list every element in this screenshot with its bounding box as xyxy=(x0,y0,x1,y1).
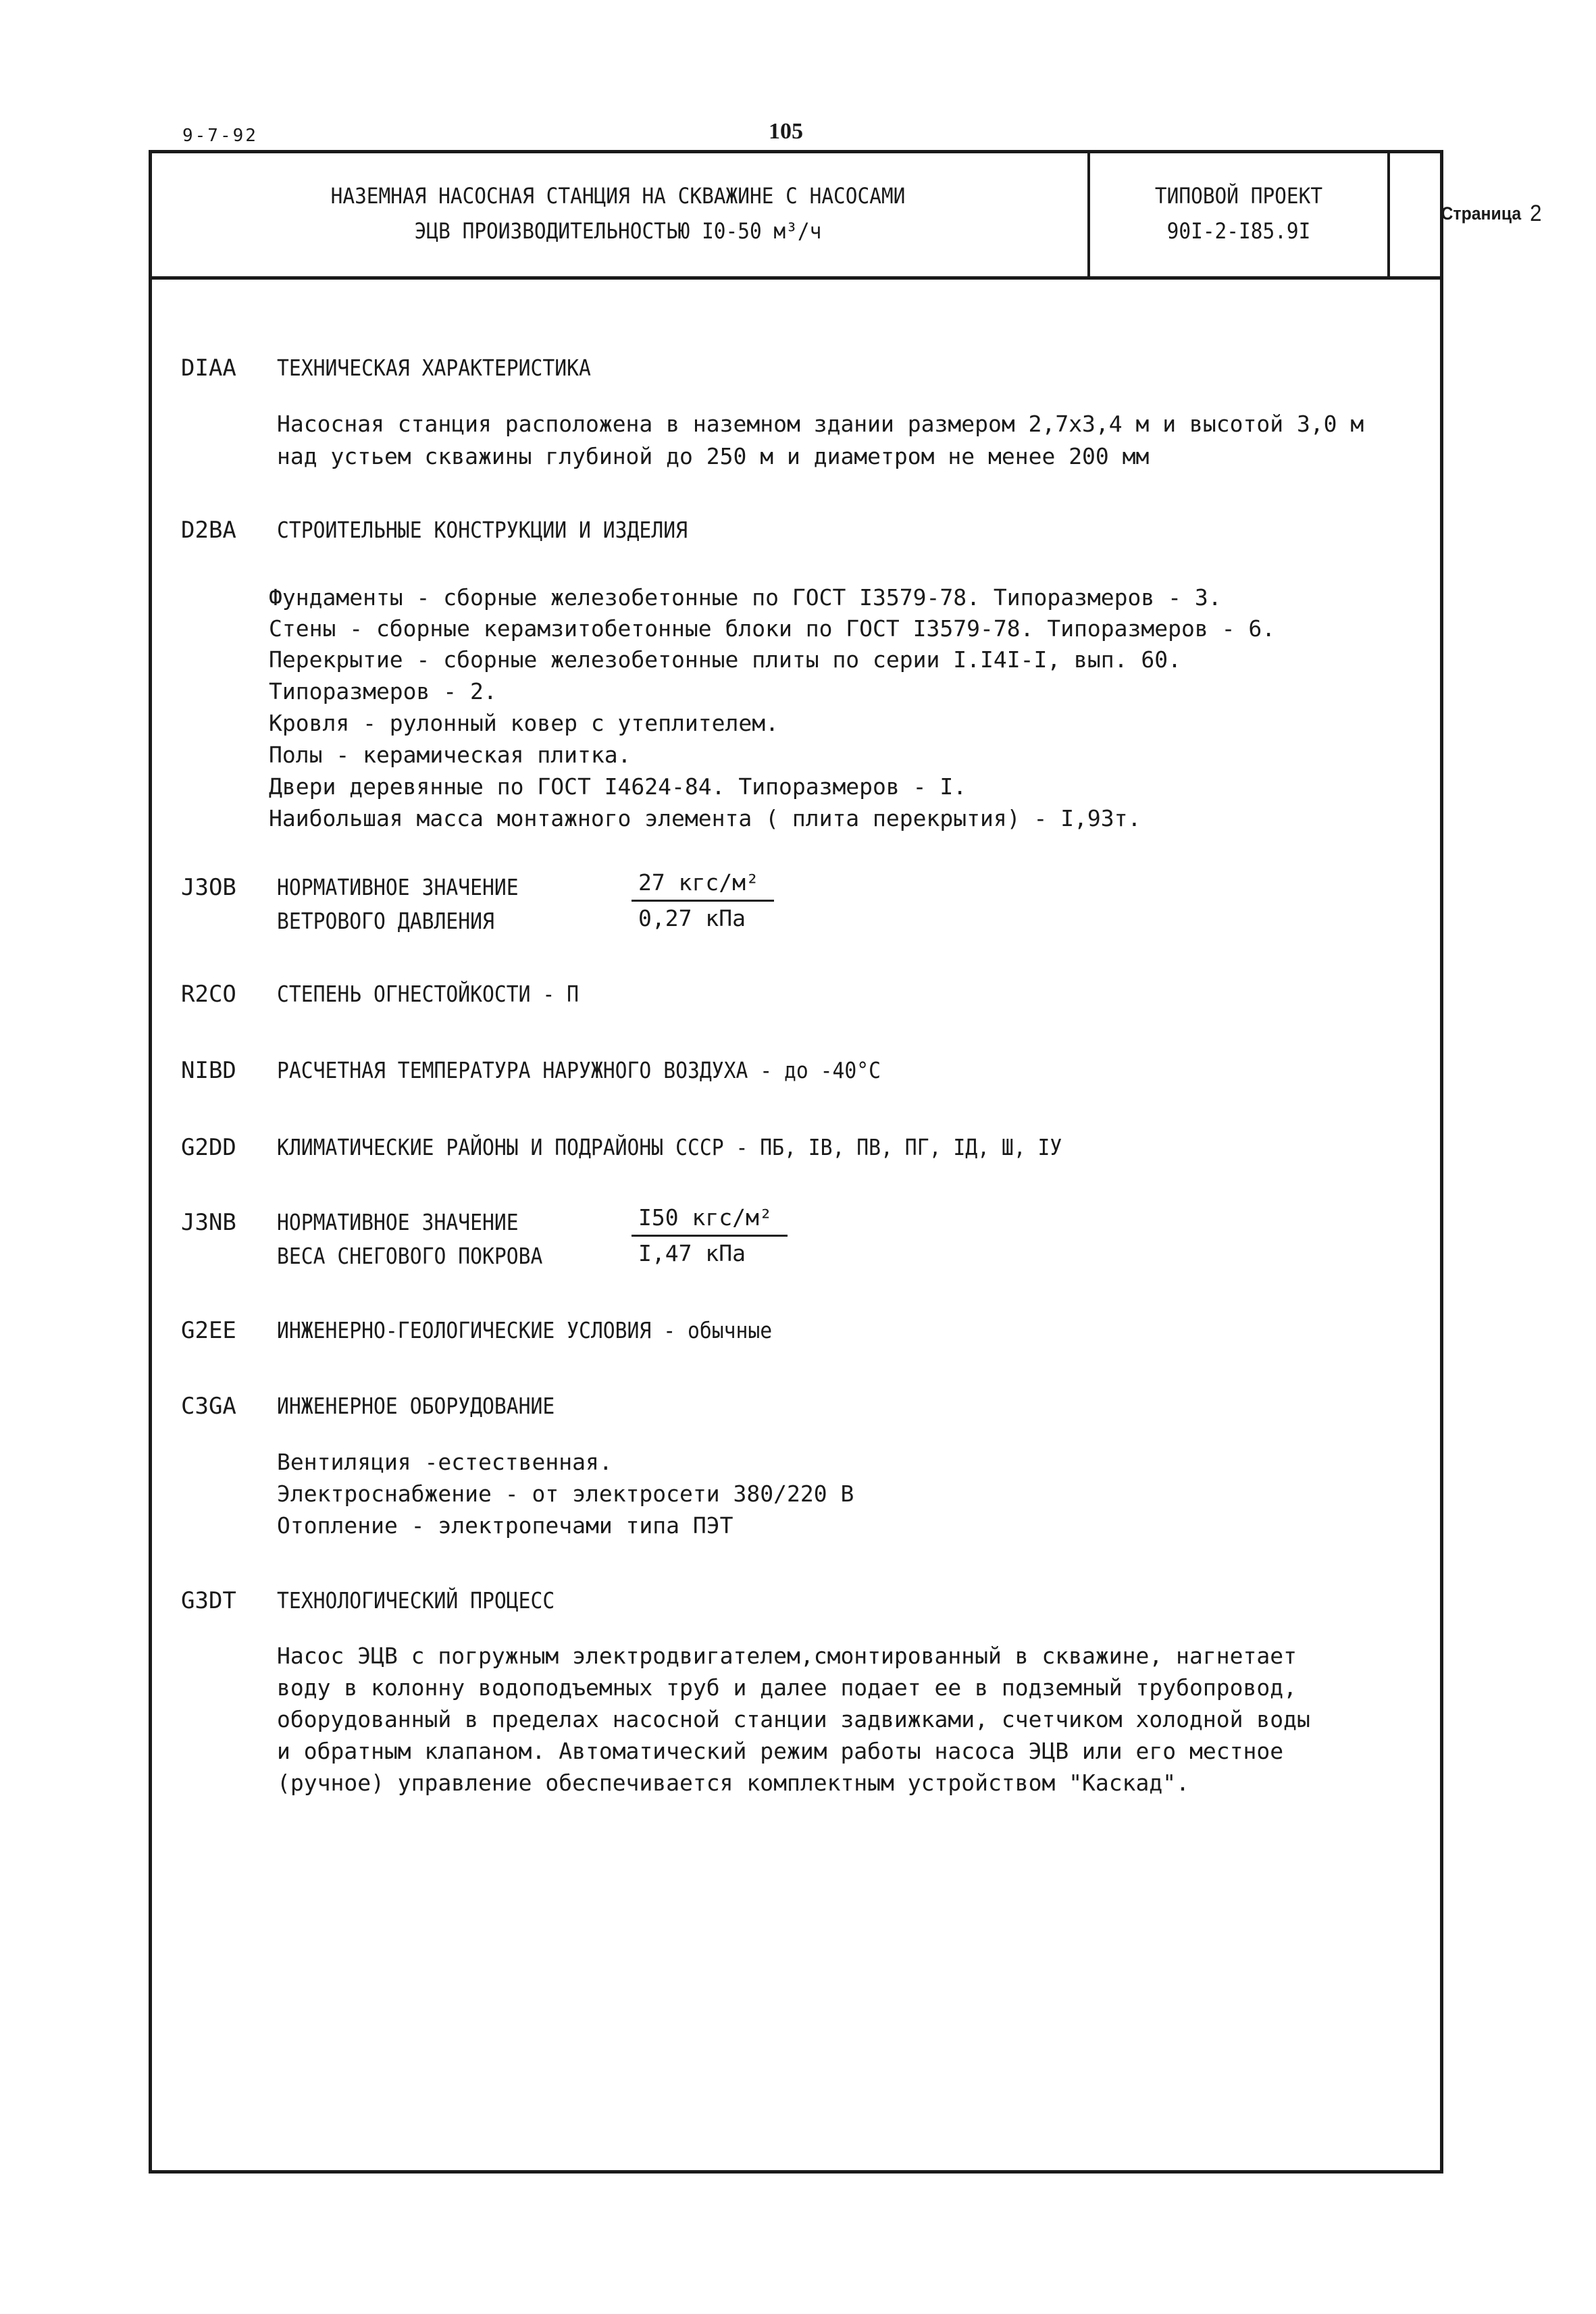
section-text: Насос ЭЦВ с погружным электродвигателем,смонтированный в скважине, нагнетает xyxy=(277,1643,1297,1669)
section-code: J3NB xyxy=(181,1209,236,1236)
section-heading: НОРМАТИВНОЕ ЗНАЧЕНИЕ xyxy=(277,1209,519,1235)
section-text: и обратным клапаном. Автоматический режим работы насоса ЭЦВ или его местное xyxy=(277,1738,1284,1764)
value-numerator: I50 кгс/м² xyxy=(632,1201,788,1237)
project-cell xyxy=(1102,150,1376,276)
section-heading: ВЕТРОВОГО ДАВЛЕНИЯ xyxy=(277,908,494,934)
section-heading: НОРМАТИВНОЕ ЗНАЧЕНИЕ xyxy=(277,874,519,900)
section-text: Перекрытие - сборные железобетонные плиты по серии I.I4I-I, вып. 60. xyxy=(269,646,1182,673)
sheet-number: 105 xyxy=(769,119,803,144)
section-text: оборудованный в пределах насосной станции задвижками, счетчиком холодной воды xyxy=(277,1706,1310,1732)
section-code: D2BA xyxy=(181,517,236,544)
snow-load-value xyxy=(632,1201,788,1270)
divider xyxy=(1387,150,1390,276)
section-heading: ТЕХНОЛОГИЧЕСКИЙ ПРОЦЕСС xyxy=(277,1587,555,1614)
section-code: R2CO xyxy=(181,981,236,1008)
title-cell xyxy=(186,150,1050,276)
project-line-1: ТИПОВОЙ ПРОЕКТ xyxy=(1154,182,1323,209)
section-heading: СТЕПЕНЬ ОГНЕСТОЙКОСТИ - П xyxy=(277,981,580,1007)
section-heading: РАСЧЕТНАЯ ТЕМПЕРАТУРА НАРУЖНОГО ВОЗДУХА - до -40°С xyxy=(277,1057,881,1083)
section-code: G2DD xyxy=(181,1134,236,1161)
section-text: Вентиляция -естественная. xyxy=(277,1449,613,1475)
section-text: Типоразмеров - 2. xyxy=(269,678,497,704)
title-block xyxy=(149,150,1542,280)
section-code: J3OB xyxy=(181,874,236,901)
section-text: Двери деревянные по ГОСТ I4624-84. Типоразмеров - I. xyxy=(269,773,967,800)
page-value: 2 xyxy=(1530,200,1542,226)
section-code: C3GA xyxy=(181,1393,236,1420)
section-heading: ИНЖЕНЕРНО-ГЕОЛОГИЧЕСКИЕ УСЛОВИЯ - обычные xyxy=(277,1317,773,1343)
section-text: над устьем скважины глубиной до 250 м и диаметром не менее 200 мм xyxy=(277,443,1150,469)
title-line-1: НАЗЕМНАЯ НАСОСНАЯ СТАНЦИЯ НА СКВАЖИНЕ С НАСОСАМИ xyxy=(330,182,906,209)
document-date: 9-7-92 xyxy=(182,126,258,146)
section-heading: КЛИМАТИЧЕСКИЕ РАЙОНЫ И ПОДРАЙОНЫ СССР - ПБ, IВ, ПВ, ПГ, IД, Ш, IУ xyxy=(277,1134,1062,1160)
section-text: Электроснабжение - от электросети 380/220 В xyxy=(277,1481,854,1507)
section-text: (ручное) управление обеспечивается комплектным устройством "Каскад". xyxy=(277,1770,1190,1796)
page-label: Страница xyxy=(1441,203,1522,224)
section-heading: СТРОИТЕЛЬНЫЕ КОНСТРУКЦИИ И ИЗДЕЛИЯ xyxy=(277,517,688,543)
wind-pressure-value xyxy=(632,866,774,935)
section-text: Наибольшая масса монтажного элемента ( плита перекрытия) - I,93т. xyxy=(269,805,1141,831)
section-text: Отопление - электропечами типа ПЭТ xyxy=(277,1512,733,1539)
section-heading: ИНЖЕНЕРНОЕ ОБОРУДОВАНИЕ xyxy=(277,1393,555,1419)
section-text: Фундаменты - сборные железобетонные по ГОСТ I3579-78. Типоразмеров - 3. xyxy=(269,584,1222,611)
project-line-2: 90I-2-I85.9I xyxy=(1166,217,1311,244)
title-line-2: ЭЦВ ПРОИЗВОДИТЕЛЬНОСТЬЮ I0-50 м³/ч xyxy=(414,217,822,244)
section-text: Кровля - рулонный ковер с утеплителем. xyxy=(269,710,779,736)
section-heading: ВЕСА СНЕГОВОГО ПОКРОВА xyxy=(277,1243,543,1269)
section-code: G2EE xyxy=(181,1317,236,1344)
section-code: DIAA xyxy=(181,355,236,382)
section-text: воду в колонну водоподъемных труб и далее подает ее в подземный трубопровод, xyxy=(277,1674,1297,1701)
divider xyxy=(1087,150,1090,276)
value-denominator: 0,27 кПа xyxy=(638,905,746,931)
value-denominator: I,47 кПа xyxy=(638,1240,746,1266)
section-code: G3DT xyxy=(181,1587,236,1614)
section-code: NIBD xyxy=(181,1057,236,1084)
page-cell xyxy=(1398,150,1585,276)
section-text: Насосная станция расположена в наземном здании размером 2,7х3,4 м и высотой 3,0 м xyxy=(277,411,1364,437)
section-text: Полы - керамическая плитка. xyxy=(269,742,632,768)
section-text: Стены - сборные керамзитобетонные блоки по ГОСТ I3579-78. Типоразмеров - 6. xyxy=(269,615,1276,642)
value-numerator: 27 кгс/м² xyxy=(632,866,774,902)
section-heading: ТЕХНИЧЕСКАЯ ХАРАКТЕРИСТИКА xyxy=(277,355,591,381)
